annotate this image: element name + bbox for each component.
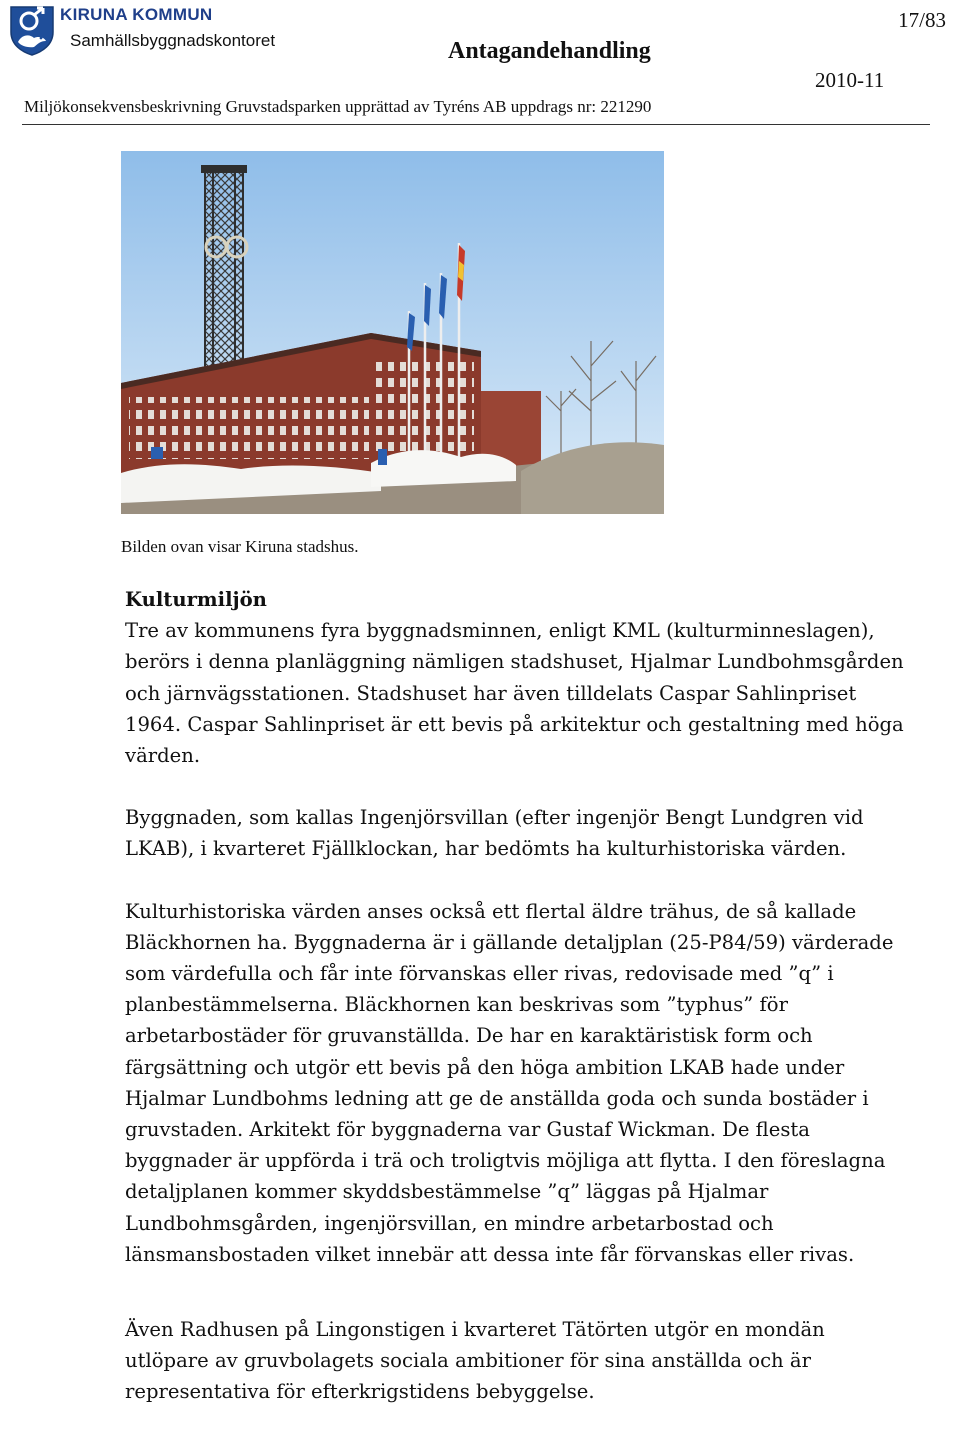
photo-caption: Bilden ovan visar Kiruna stadshus.	[121, 537, 359, 556]
city-hall-photo	[121, 151, 664, 514]
document-type: Antagandehandling	[448, 38, 651, 64]
header-divider	[22, 124, 930, 125]
page-number: 17/83	[898, 8, 946, 32]
body-text	[125, 584, 905, 1408]
paragraph-4: Även Radhusen på Lingonstigen i kvarteret Tätörten utgör en mondän utlöpare av gruvbolagets sociala ambitioner för sina anställda och är representativa för efterkrigstidens bebyggelse.	[125, 1318, 825, 1404]
paragraph-2: Byggnaden, som kallas Ingenjörsvillan (efter ingenjör Bengt Lundgren vid LKAB), i kvarteret Fjällklockan, har bedömts ha kulturhistoriska värden.	[125, 806, 864, 861]
document-date: 2010-11	[815, 68, 885, 92]
document-subtitle: Miljökonsekvensbeskrivning Gruvstadsparken upprättad av Tyréns AB uppdrags nr: 221290	[24, 97, 652, 116]
office-name: Samhällsbyggnadskontoret	[70, 31, 276, 50]
paragraph-3: Kulturhistoriska värden anses också ett flertal äldre trähus, de så kallade Bläckhornen ha. Byggnaderna är i gällande detaljplan (25-P84/59) värderade som värdefulla och får inte förvanskas eller rivas, redovisade med ”q” i planbestämmelserna. Bläckhornen kan beskrivas som ”typhus” för arbetarbostäder för gruvanställda. De har en karaktäristisk form och färgsättning och utgör ett bevis på den höga ambition LKAB hade under Hjalmar Lundbohms ledning att ge de anställda goda och sunda bostäder i gruvstaden. Arkitekt för byggnaderna var Gustaf Wickman. De flesta byggnader är uppförda i trä och troligtvis möjliga att flytta. I den föreslagna detaljplanen kommer skyddsbestämmelse ”q” läggas på Hjalmar Lundbohmsgården, ingenjörsvillan, en mindre arbetarbostad och länsmansbostaden vilket innebär att dessa inte får förvanskas eller rivas.	[125, 899, 894, 1266]
organization-name: KIRUNA KOMMUN	[60, 5, 213, 24]
paragraph-1: Tre av kommunens fyra byggnadsminnen, enligt KML (kulturminneslagen), berörs i denna planläggning nämligen stadshuset, Hjalmar Lundbohmsgården och järnvägsstationen. Stadshuset har även tilldelats Caspar Sahlinpriset 1964. Caspar Sahlinpriset är ett bevis på arkitektur och gestaltning med höga värden.	[125, 619, 904, 768]
kiruna-coat-of-arms-icon	[8, 4, 56, 56]
section-heading: Kulturmiljön	[125, 588, 267, 611]
